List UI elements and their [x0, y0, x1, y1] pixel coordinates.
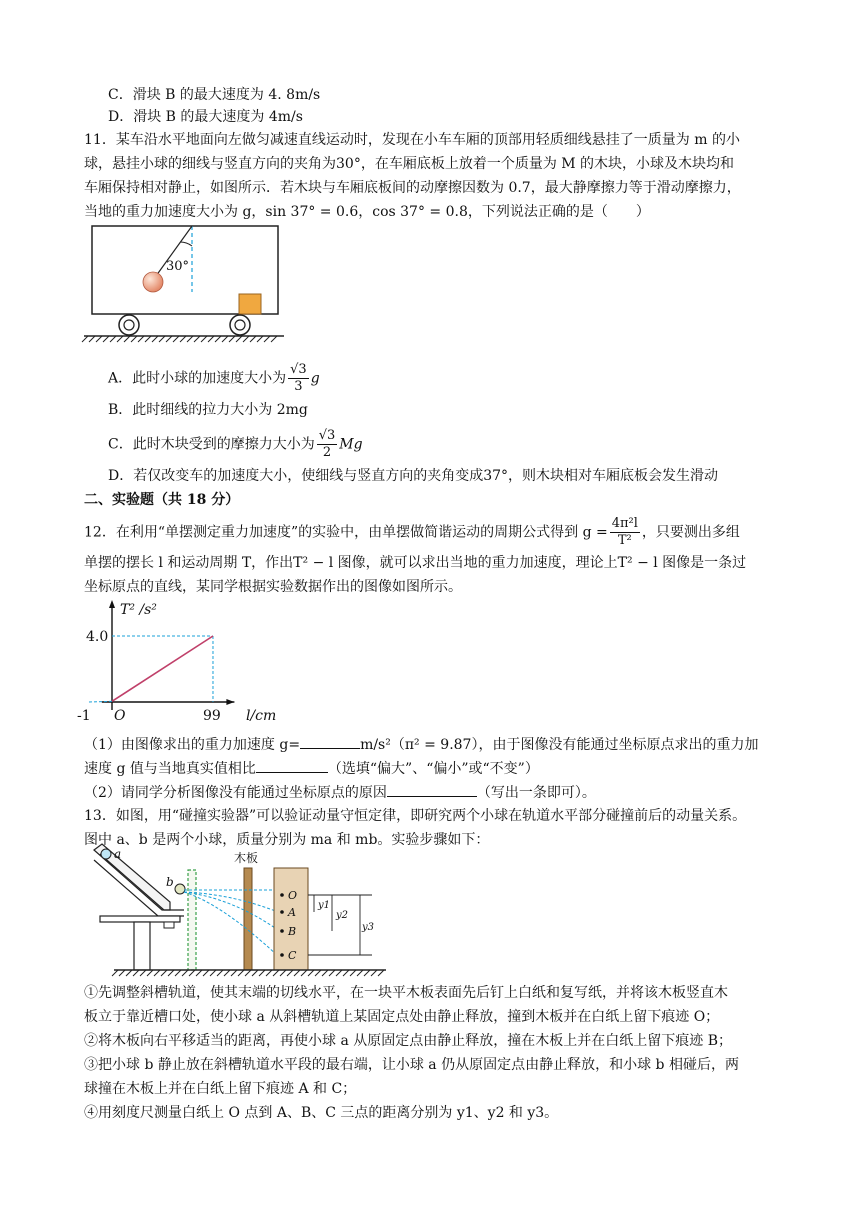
- q13-stem-2: 图中 a、b 是两个小球，质量分别为 ma 和 mb。实验步骤如下：: [84, 832, 490, 848]
- q13-step2: ②将木板向右平移适当的距离，再使小球 a 从原固定点由静止释放，撞在木板上并在白纸上留下痕迹 B；: [84, 1033, 732, 1049]
- y-axis-arrow: [109, 600, 115, 608]
- q12-stem-1: 12．在利用“单摆测定重力加速度”的实验中，由单摆做简谐运动的周期公式得到 g = $\frac{\text{4π²l}}{\text{T²}}$ ，只要测出多组: [84, 516, 740, 548]
- mark-point-a: [280, 910, 284, 914]
- y2-label: y2: [336, 910, 349, 921]
- board-label: 木板: [234, 851, 259, 865]
- angle-label: 30°: [166, 259, 190, 274]
- collision-apparatus-figure: [92, 842, 392, 982]
- y3-label: y3: [362, 922, 375, 933]
- x-axis-label: l/cm: [245, 708, 277, 724]
- answer-blank-g[interactable]: [300, 732, 360, 749]
- q12-sub1-line2: 速度 g 值与当地真实值相比 （选填“偏大”、“偏小”或“不变”）: [84, 756, 776, 781]
- q10-option-d: D．滑块 B 的最大速度为 4m/s: [108, 109, 303, 125]
- q13-step1-line1: ①先调整斜槽轨道，使其末端的切线水平，在一块平木板表面先后钉上白纸和复写纸，并将该木板竖直木: [84, 985, 728, 1001]
- x-tick-label-99: 99: [202, 708, 221, 724]
- ball-a-label: a: [114, 847, 122, 861]
- option-a-fraction: $\frac{√3}{3}$: [290, 362, 307, 394]
- support-table: [100, 916, 180, 922]
- q11-stem-3: 车厢保持相对静止，如图所示．若木块与车厢底板间的动摩擦因数为 0.7，最大静摩擦力等于滑动摩擦力，: [84, 180, 741, 196]
- table-leg: [134, 922, 150, 970]
- ball-b: [175, 884, 185, 894]
- q12-sub2: （2）请同学分析图像没有能通过坐标原点的原因 （写出一条即可）。: [84, 780, 776, 805]
- answer-blank-reason[interactable]: [387, 780, 477, 797]
- q11-option-c: C．此时木块受到的摩擦力大小为 $\frac{√3}{2}$ Mg: [108, 428, 363, 460]
- ball-b-label: b: [166, 875, 174, 889]
- q10-option-c: C．滑块 B 的最大速度为 4. 8m/s: [108, 87, 321, 103]
- q13-stem-1: 13．如图，用“碰撞实验器”可以验证动量守恒定律，即研究两个小球在轨道水平部分碰撞前后的动量关系。: [84, 808, 747, 824]
- q12-stem-2: 单摆的摆长 l 和运动周期 T，作出T² − l 图像，就可以求出当地的重力加速度，理论上T² − l 图像是一条过: [84, 555, 747, 571]
- x-tick-label-neg: -1: [76, 708, 91, 724]
- y-axis-label: T² /s²: [120, 602, 157, 618]
- wheel-right: [230, 315, 250, 335]
- origin-label: O: [114, 708, 126, 724]
- mark-point-c: [280, 953, 284, 957]
- mark-label-b: B: [288, 925, 297, 938]
- q12-stem-3: 坐标原点的直线，某同学根据实验数据作出的图像如图所示。: [84, 579, 462, 595]
- q13-step3-line2: 球撞在木板上并在白纸上留下痕迹 A 和 C；: [84, 1081, 357, 1097]
- mark-label-c: C: [288, 949, 297, 962]
- trajectory-lines: [184, 890, 278, 956]
- wheel-left: [119, 315, 139, 335]
- angle-arc: [180, 242, 192, 246]
- mark-label-o: O: [288, 889, 298, 902]
- mark-point-b: [280, 929, 284, 933]
- mark-label-a: A: [288, 906, 296, 919]
- q13-step1-line2: 板立于靠近槽口处，使小球 a 从斜槽轨道上某固定点处由静止释放，撞到木板并在白纸上留下痕迹 O；: [84, 1009, 720, 1025]
- q11-stem-2: 球，悬挂小球的细线与竖直方向的夹角为30°，在车厢底板上放着一个质量为 M 的木块，小球及木块均和: [84, 156, 735, 172]
- q11-stem-1: 11．某车沿水平地面向左做匀减速直线运动时，发现在小车车厢的顶部用轻质细线悬挂了一质量为 m 的小: [84, 132, 740, 148]
- q13-step4: ④用刻度尺测量白纸上 O 点到 A、B、C 三点的距离分别为 y1、y2 和 y3。: [84, 1105, 559, 1121]
- formula-fraction: $\frac{\text{4π²l}}{\text{T²}}$: [611, 516, 638, 548]
- ball-a: [101, 849, 111, 859]
- y-tick-label: 4.0: [86, 629, 109, 645]
- answer-blank-compare[interactable]: [256, 756, 328, 773]
- y1-label: y1: [318, 900, 331, 911]
- option-c-fraction: $\frac{√3}{2}$: [318, 428, 336, 460]
- wood-block: [239, 294, 261, 314]
- q11-option-a: A．此时小球的加速度大小为 $\frac{√3}{3}$ g: [108, 362, 320, 394]
- q11-option-d: D．若仅改变车的加速度大小，使细线与竖直方向的夹角变成37°，则木块相对车厢底板会发生滑动: [108, 468, 719, 484]
- mark-point-o: [280, 893, 284, 897]
- wooden-board: [244, 868, 252, 970]
- ground-hatching: [82, 336, 277, 342]
- q12-sub1-line1: （1）由图像求出的重力加速度 g= m/s²（π² = 9.87），由于图像没有能通过坐标原点求出的重力加: [84, 732, 776, 757]
- q13-step3-line1: ③把小球 b 静止放在斜槽轨道水平段的最右端，让小球 a 仍从原固定点由静止释放，和小球 b 相碰后，两: [84, 1057, 739, 1073]
- pendulum-ball: [143, 272, 163, 292]
- q11-option-b: B．此时细线的拉力大小为 2mg: [108, 402, 308, 418]
- data-line: [112, 636, 213, 701]
- t2-l-chart: [76, 598, 277, 728]
- cart-figure: [84, 222, 284, 344]
- board-position-1: [188, 870, 196, 970]
- section-title: 二、实验题（共 18 分）: [84, 492, 240, 508]
- q11-stem-4: 当地的重力加速度大小为 g，sin 37° = 0.6，cos 37° = 0.8，下列说法正确的是（ ）: [84, 204, 650, 220]
- x-axis-arrow: [226, 699, 234, 705]
